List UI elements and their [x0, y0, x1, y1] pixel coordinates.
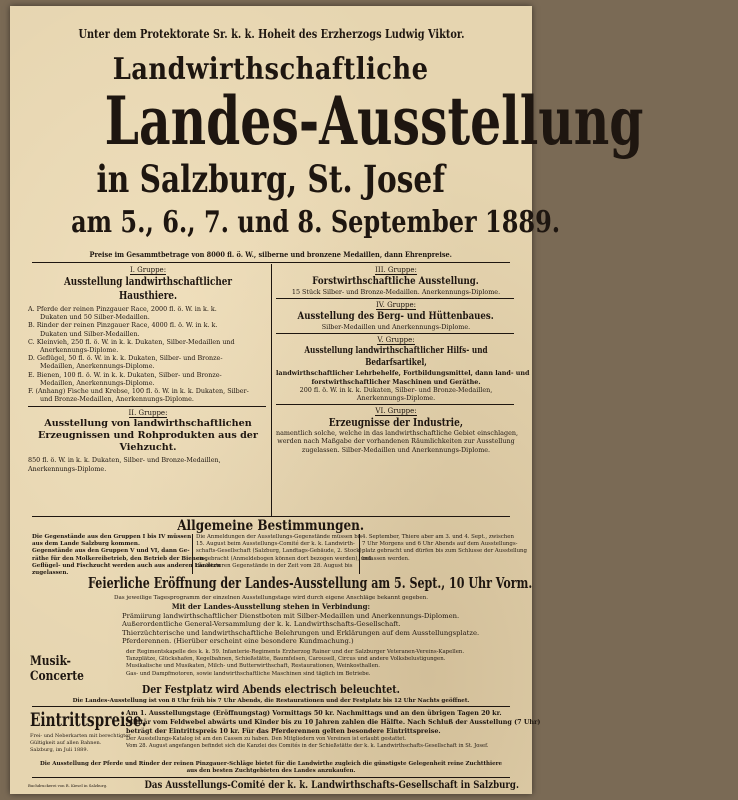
- column-divider: [359, 534, 360, 574]
- list-item: Anerkennungs-Diplome.: [28, 464, 107, 473]
- list-item: Tanzplätze, Glückshafen, Kegelbahnen, Schießstätte, Baumfelsen, Carousell, Circus und andere Volksbelustigungen.: [126, 656, 446, 663]
- list-item: C. Kleinvieh, 250 fl. ö. W. in k. k. Dukaten, Silber-Medaillen und: [28, 337, 235, 346]
- list-item: Gültigkeit auf allen Bahnen.: [30, 740, 102, 746]
- divider: [32, 262, 510, 263]
- connected-heading: Mit der Landes-Ausstellung stehen in Verbindung:: [171, 602, 371, 611]
- admission-prices: [126, 709, 541, 761]
- group-items: [276, 288, 516, 296]
- list-item: Vom 28. August angefangen befindet sich die Kanzlei des Comités in der Schießstätte der k. k. Landwirthschafts-Gesellschaft in St. Josef.: [126, 743, 489, 750]
- list-item: eingebracht (Anmeldebogen können dort bezogen werden), und: [196, 555, 372, 562]
- list-item: aus den besten Zuchtgebieten des Landes anzukaufen.: [186, 768, 356, 775]
- group-title: Forstwirthschaftliche Ausstellung.: [312, 275, 480, 287]
- list-item: 200 fl. ö. W. in k. k. Dukaten, Silber- und Bronze-Medaillen,: [299, 385, 493, 394]
- group-label: I. Gruppe:: [129, 266, 167, 274]
- divider: [276, 404, 514, 405]
- group-label: IV. Gruppe:: [376, 301, 416, 310]
- list-item: Musikalische und Musikaten, Milch- und Butterwirthschaft, Restaurationen, Weinkosthallen.: [126, 663, 380, 670]
- list-item: schafts-Gesellschaft (Salzburg, Landtags-Gebäude, 2. Stock): [196, 548, 362, 555]
- group-label: II. Gruppe:: [128, 409, 168, 418]
- list-item: namentlich solche, welche in das landwirthschaftliche Gebiet einschlagen,: [276, 429, 519, 438]
- opening-note: Das jeweilige Tagesprogramm der einzelnen Ausstellungstage wird durch eigene Anschläge bekannt gegeben.: [113, 595, 429, 601]
- divider: [32, 777, 510, 778]
- group-items: [28, 305, 268, 403]
- list-item: beträgt der Eintrittspreis 10 kr. Für das Pferderennen gelten besondere Eintrittspreise.: [126, 727, 441, 735]
- list-item: und Bronze-Medaillen, Anerkennungs-Diplome.: [40, 395, 194, 404]
- list-item: 7 Uhr Morgens und 6 Uhr Abends auf dem Ausstellungs-: [362, 541, 518, 548]
- committee-signature: Das Ausstellungs-Comité der k. k. Landwirthschafts-Gesellschaft in Salzburg.: [144, 780, 519, 791]
- group-label: VI. Gruppe:: [375, 407, 417, 416]
- list-item: Die Anmeldungen der Ausstellungs-Gegenstände müssen bis: [196, 534, 363, 540]
- group-title: Ausstellung des Berg- und Hüttenbaues.: [297, 310, 495, 323]
- music-details: [126, 649, 518, 683]
- list-item: belassen werden.: [362, 555, 410, 562]
- list-item: Der Ausstellungs-Katalog ist am den Cassen zu haben. Den Mitgliedern von Vereinen ist erlaubt gestattet.: [126, 736, 407, 742]
- group-items: [276, 369, 530, 386]
- printer-credit: Buchdruckerei von R. Kiesel in Salzburg.: [28, 783, 108, 788]
- list-item: räthe für den Molkereibetrieb, den Betrieb der Bienen-,: [32, 555, 208, 562]
- dates-heading: am 5., 6., 7. und 8. September 1889.: [71, 205, 561, 240]
- list-item: Militär vom Feldwebel abwärts und Kinder bis zu 10 Jahren zahlen die Hälfte. Nach Schluß der Ausstellung (7 Uhr): [126, 718, 541, 726]
- list-item: Gegenstände aus den Gruppen V und VI, dann Ge-: [32, 548, 190, 555]
- list-item: 15 Stück Silber- und Bronze-Medaillen. Anerkennungs-Diplome.: [291, 288, 501, 296]
- group-title: Ausstellung von landwirthschaftlichen Erzeugnissen und Rohprodukten aus der Viehzucht.: [38, 418, 258, 454]
- provisions-right: [362, 534, 527, 574]
- list-item: zugelassen.: [32, 570, 69, 577]
- group-label: V. Gruppe:: [377, 336, 415, 345]
- provisions-middle: [196, 534, 372, 576]
- list-item: Frei- und Neberkarten mit berechtigter: [30, 733, 131, 739]
- left-groups: [28, 266, 268, 516]
- column-divider: [192, 534, 193, 574]
- list-item: Die Gegenstände aus den Gruppen I bis IV müssen: [32, 534, 192, 540]
- list-item: landwirthschaftlicher Lehrbehelfe, Fortbildungsmittel, dann land- und: [276, 369, 530, 378]
- opening-heading: Feierliche Eröffnung der Landes-Ausstellung am 5. Sept., 10 Uhr Vorm.: [88, 574, 533, 592]
- list-item: Anerkennungs-Diplome.: [356, 394, 436, 403]
- poster: [10, 6, 644, 794]
- list-item: Dukaten und Silber-Medaillen.: [40, 329, 140, 338]
- group-items: [28, 456, 268, 472]
- group-title: Erzeugnisse der Industrie,: [328, 416, 464, 430]
- music-label: Musik-Concerte: [30, 654, 84, 684]
- column-divider: [271, 264, 272, 516]
- list-item: Medaillen, Anerkennungs-Diplome.: [40, 362, 155, 371]
- group-title: Ausstellung landwirthschaftlicher Hilfs- und Bedarfsartikel,: [304, 345, 488, 369]
- list-item: platz gebracht und dürfen bis zum Schlusse der Ausstellung: [362, 548, 527, 555]
- divider: [32, 516, 510, 517]
- group-items: [276, 386, 516, 402]
- admission-label: Eintrittspreise.: [30, 709, 147, 731]
- place-heading: in Salzburg, St. Josef: [96, 157, 446, 201]
- kicker-heading: Landwirthschaftliche: [113, 52, 429, 87]
- list-item: 850 fl. ö. W. in k. k. Dukaten, Silber- und Bronze-Medaillen,: [28, 456, 221, 465]
- list-item: Die Ausstellung der Pferde und Rinder der reinen Pinzgauer-Schläge bietet für die Landwirthe zugleich die günstigste Gelegenheit reine Zuchtthiere: [40, 761, 502, 767]
- divider: [276, 298, 514, 299]
- list-item: aus dem Lande Salzburg kommen.: [32, 541, 140, 548]
- list-item: A. Pferde der reinen Pinzgauer Race, 2000 fl. ö. W. in k. k.: [28, 305, 217, 313]
- list-item: E. Bienen, 100 fl. ö. W. in k. k. Dukaten, Silber- und Bronze-: [28, 370, 222, 379]
- group-items: [276, 323, 516, 331]
- festival-lighting: Der Festplatz wird Abends electrisch beleuchtet.: [142, 683, 400, 696]
- opening-hours: Die Landes-Ausstellung ist von 8 Uhr früh bis 7 Uhr Abends, die Restaurationen und der Festplatz bis 12 Uhr Nachts geöffnet.: [72, 698, 470, 704]
- main-title: Landes-Ausstellung: [104, 82, 644, 160]
- divider: [276, 333, 514, 334]
- list-item: 4. September, Thiere aber am 3. und 4. Sept., zwischen: [362, 534, 514, 540]
- group-label: III. Gruppe:: [375, 266, 417, 274]
- list-item: forstwirthschaftlicher Maschinen und Geräthe.: [311, 377, 481, 386]
- cattle-purchase-note: [10, 761, 532, 776]
- list-item: Außerordentliche General-Versammlung der k. k. Landwirthschafts-Gesellschaft.: [122, 620, 401, 629]
- group-items: [276, 429, 519, 454]
- divider: [32, 706, 510, 707]
- list-item: Gas- und Dampfmotoren, sowie landwirthschaftliche Maschinen sind täglich im Betriebe.: [126, 670, 371, 677]
- list-item: Thierzüchterische und landwirthschaftliche Belehrungen und Erklärungen auf dem Ausstellungsplatze.: [122, 628, 480, 637]
- list-item: Silber-Medaillen und Anerkennungs-Diplome.: [321, 323, 471, 332]
- list-item: Salzburg, im Juli 1889.: [30, 747, 89, 753]
- list-item: 15. August beim Ausstellungs-Comité der k. k. Landwirth-: [196, 541, 355, 548]
- admission-side-note: [30, 733, 131, 759]
- prizes-line: Preise im Gesammtbetrage von 8000 fl. ö. W., silberne und bronzene Medaillen, dann Ehrenpreise.: [89, 250, 453, 259]
- right-groups: [276, 266, 530, 516]
- group-title: Ausstellung landwirthschaftlicher Hausthiere.: [63, 275, 233, 302]
- general-provisions-heading: Allgemeine Bestimmungen.: [177, 518, 365, 534]
- protectorate-line: Unter dem Protektorate Sr. k. k. Hoheit des Erzherzogs Ludwig Viktor.: [77, 26, 465, 41]
- list-item: Geflügel- und Fischzucht werden auch aus anderen Ländern: [32, 562, 221, 569]
- list-item: B. Rinder der reinen Pinzgauer Race, 4000 fl. ö. W. in k. k.: [28, 321, 218, 330]
- list-item: Am 1. Ausstellungstage (Eröffnungstag) Vormittags 50 kr. Nachmittags und an den übrigen Tagen 20 kr.: [126, 709, 502, 717]
- list-item: Pferderennen. (Hierüber erscheint eine besondere Kundmachung.): [122, 637, 354, 646]
- list-item: zugelassen. Silber-Medaillen und Anerkennungs-Diplome.: [301, 445, 491, 454]
- connected-events: [122, 612, 482, 652]
- list-item: werden nach Maßgabe der vorhandenen Räumlichkeiten zur Ausstellung: [277, 437, 515, 446]
- list-item: D. Geflügel, 50 fl. ö. W. in k. k. Dukaten, Silber- und Bronze-: [28, 354, 223, 363]
- list-item: Medaillen, Anerkennungs-Diplome.: [40, 378, 155, 387]
- list-item: Anerkennungs-Diplome.: [40, 346, 119, 355]
- list-item: F. (Anhang) Fische und Krebse, 100 fl. ö. W. in k. k. Dukaten, Silber-: [28, 387, 249, 396]
- divider: [28, 406, 266, 407]
- list-item: Prämiirung landwirthschaftlicher Dienstboten mit Silber-Medaillen und Anerkennungs-Diplomen.: [122, 612, 460, 620]
- list-item: die letzteren Gegenstände in der Zeit vom 28. August bis: [196, 562, 353, 569]
- list-item: Dukaten und 50 Silber-Medaillen.: [40, 313, 150, 322]
- list-item: der Regimentskapelle des k. k. 59. Infanterie-Regiments Erzherzog Rainer und der Salzburger Veteranen-Vereins-Kapellen.: [126, 649, 465, 655]
